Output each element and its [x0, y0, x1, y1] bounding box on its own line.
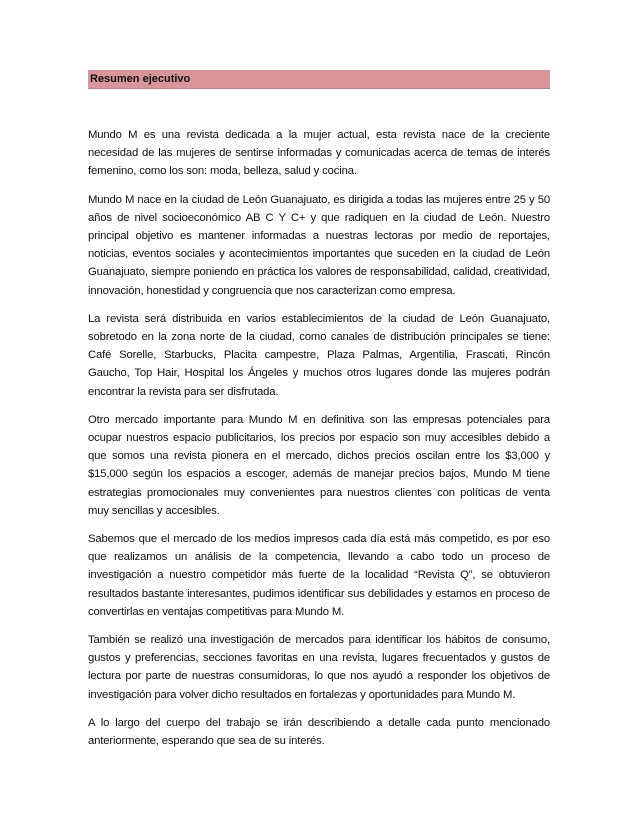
paragraph-distribution: La revista será distribuida en varios establecimientos de la ciudad de León Guanajuato, sobretodo en la zona norte de la ciudad, como canales de distribución principales se tiene: Café Sorelle, Starbucks, Placita campestre, Plaza Palmas, Argentilia, Frascati, Rincón Gaucho, Top Hair, Hospital los Ángeles y muchos otros lugares donde las mujeres podrán encontrar la revista para ser disfrutada.	[88, 312, 550, 398]
section-heading: Resumen ejecutivo	[90, 73, 191, 85]
paragraph-advertising: Otro mercado importante para Mundo M en definitiva son las empresas potenciales para ocupar nuestros espacio publicitarios, los precios por espacio son muy accesibles debido a que somos una revista pionera en el mercado, dichos precios oscilan entre los $3,000 y $15,000 según los espacios a escoger, además de manejar precios bajos, Mundo M tiene estrategias promocionales muy convenientes para nuestros clientes con políticas de venta muy sencillas y accesibles.	[88, 413, 550, 517]
body-text	[88, 126, 550, 760]
paragraph-closing: A lo largo del cuerpo del trabajo se irán describiendo a detalle cada punto mencionado anteriormente, esperando que sea de su interés.	[88, 716, 550, 748]
section-heading-bar	[88, 70, 550, 89]
paragraph-intro: Mundo M es una revista dedicada a la mujer actual, esta revista nace de la creciente necesidad de las mujeres de sentirse informadas y comunicadas acerca de temas de interés femenino, como los son: moda, belleza, salud y cocina.	[88, 129, 550, 178]
paragraph-competition: Sabemos que el mercado de los medios impresos cada día está más competido, es por eso que realizamos un análisis de la competencia, llevando a cabo todo un proceso de investigación a nuestro competidor más fuerte de la localidad “Revista Q”, se obtuvieron resultados bastante interesantes, pudimos identificar sus debilidades y estamos en proceso de convertirlas en ventajas competitivas para Mundo M.	[88, 533, 550, 618]
paragraph-target-audience: Mundo M nace en la ciudad de León Guanajuato, es dirigida a todas las mujeres entre 25 y 50 años de nivel socioeconómico AB C Y C+ y que radiquen en la ciudad de León. Nuestro principal objetivo es mantener informadas a nuestras lectoras por medio de reportajes, noticias, eventos sociales y acontecimientos importantes que suceden en la ciudad de León Guanajuato, siempre poniendo en práctica los valores de responsabilidad, calidad, creatividad, innovación, honestidad y congruencia que nos caracterizan como empresa.	[88, 193, 550, 297]
paragraph-market-research: También se realizó una investigación de mercados para identificar los hábitos de consumo, gustos y preferencias, secciones favoritas en una revista, lugares frecuentados y gustos de lectura por parte de nuestras consumidoras, lo que nos ayudó a responder los objetivos de investigación para volver dicho resultados en fortalezas y oportunidades para Mundo M.	[88, 634, 550, 701]
